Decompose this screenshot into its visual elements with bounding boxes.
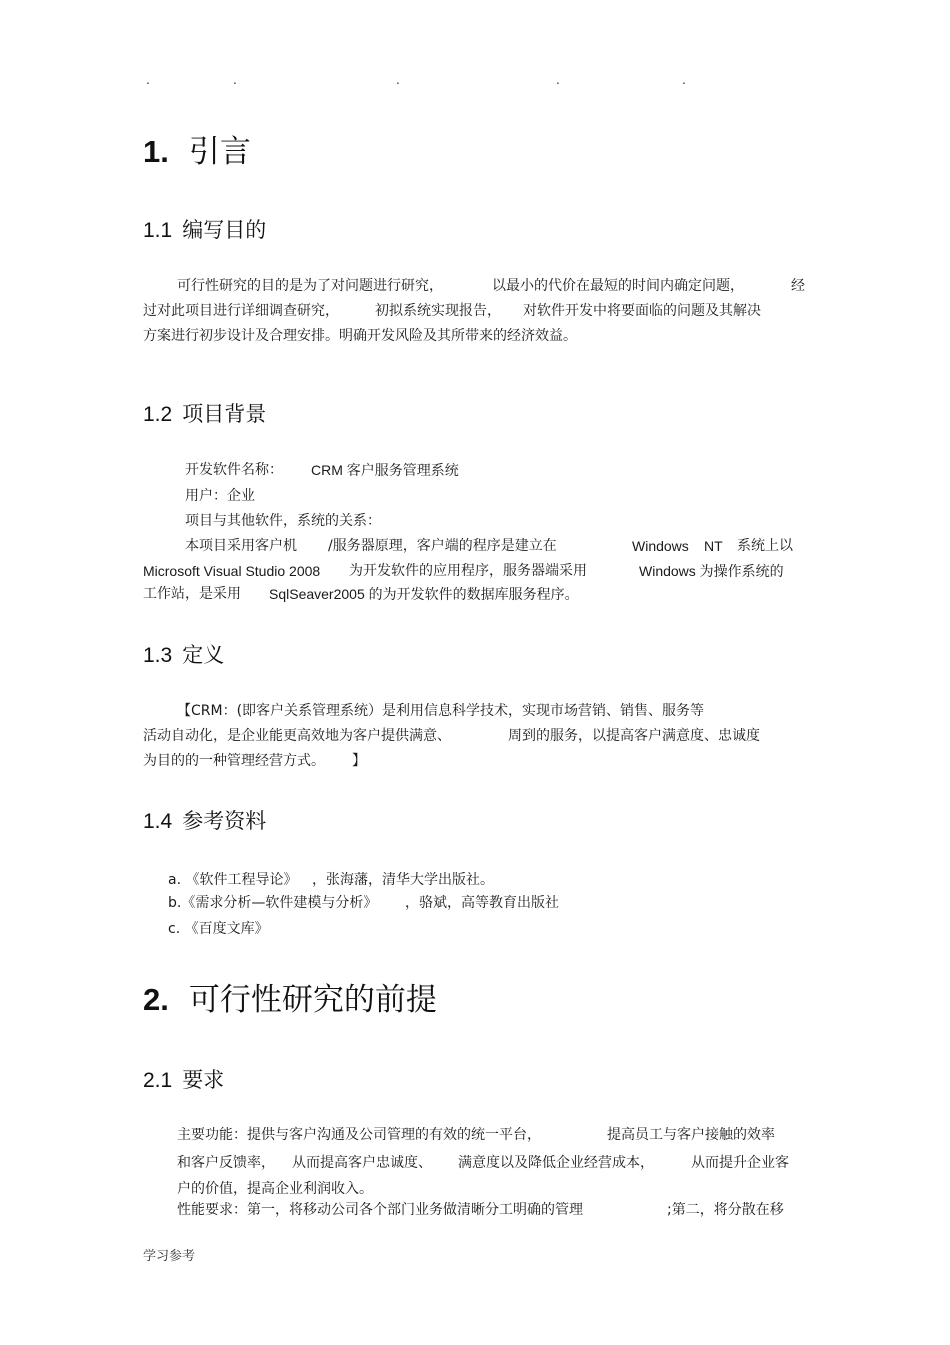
paragraph-line: 为开发软件的应用程序，服务器端采用 <box>349 563 587 579</box>
requirement-line: ;第二，将分散在移 <box>667 1202 784 1218</box>
header-dot: . <box>556 73 560 87</box>
software-name-label: 开发软件名称： <box>185 462 283 478</box>
heading-text: 要求 <box>182 1068 225 1092</box>
heading-text: 引言 <box>188 134 251 170</box>
definition-line: 】 <box>352 753 366 769</box>
requirement-line: 户的价值，提高企业利润收入。 <box>177 1181 373 1197</box>
heading-2-premise <box>143 982 437 1018</box>
heading-1-4 <box>143 808 266 835</box>
requirement-line: 从而提升企业客 <box>691 1155 789 1171</box>
heading-text: 编写目的 <box>182 218 267 242</box>
paragraph-line: 本项目采用客户机 <box>185 538 297 554</box>
paragraph-line: 系统上以 <box>737 538 793 554</box>
heading-1-1 <box>143 217 266 244</box>
reference-item-detail: ，张海藩，清华大学出版社。 <box>312 872 494 888</box>
user-line: 用户：企业 <box>185 488 255 504</box>
requirement-line: 提高员工与客户接触的效率 <box>607 1127 775 1143</box>
paragraph-line: NT <box>704 538 723 554</box>
relation-line: 项目与其他软件，系统的关系： <box>185 513 381 529</box>
paragraph-line: 以最小的代价在最短的时间内确定问题， <box>492 278 744 294</box>
requirement-line: 和客户反馈率， <box>177 1155 275 1171</box>
paragraph-line: 可行性研究的目的是为了对问题进行研究， <box>177 278 443 294</box>
heading-text: 项目背景 <box>182 402 267 426</box>
paragraph-line: Windows 为操作系统的 <box>639 563 784 579</box>
heading-number: 2. <box>143 982 169 1017</box>
requirement-line: 满意度以及降低企业经营成本， <box>458 1155 654 1171</box>
heading-number: 1.1 <box>143 219 173 242</box>
reference-item-title: b.《需求分析—软件建模与分析》 <box>168 895 378 911</box>
requirement-line: 主要功能：提供与客户沟通及公司管理的有效的统一平台， <box>177 1127 541 1143</box>
heading-text: 定义 <box>182 643 225 667</box>
heading-1-3 <box>143 642 224 669</box>
reference-item-detail: ，骆斌，高等教育出版社 <box>405 895 559 911</box>
paragraph-line: Windows <box>632 538 689 554</box>
paragraph-line: 对软件开发中将要面临的问题及其解决 <box>523 303 761 319</box>
heading-text: 参考资料 <box>182 809 267 833</box>
heading-1-intro <box>143 134 251 170</box>
paragraph-line: 过对此项目进行详细调查研究， <box>143 303 339 319</box>
heading-number: 2.1 <box>143 1069 173 1092</box>
requirement-line: 性能要求：第一，将移动公司各个部门业务做清晰分工明确的管理 <box>177 1202 583 1218</box>
heading-number: 1. <box>143 134 169 169</box>
paragraph-line: 方案进行初步设计及合理安排。明确开发风险及其所带来的经济效益。 <box>143 328 577 344</box>
requirement-line: 从而提高客户忠诚度、 <box>292 1155 432 1171</box>
heading-number: 1.4 <box>143 810 173 833</box>
definition-line: 【CRM：(即客户关系管理系统）是利用信息科学技术，实现市场营销、销售、服务等 <box>177 703 705 719</box>
definition-line: 为目的的一种管理经营方式。 <box>143 753 325 769</box>
page-footer: 学习参考 <box>143 1249 196 1264</box>
reference-item-title: c. 《百度文库》 <box>168 921 269 937</box>
definition-line: 周到的服务，以提高客户满意度、忠诚度 <box>508 728 760 744</box>
heading-number: 1.3 <box>143 644 173 667</box>
header-dot: . <box>396 73 400 87</box>
reference-item-title: a. 《软件工程导论》 <box>168 872 298 888</box>
heading-1-2 <box>143 401 266 428</box>
definition-line: 活动自动化，是企业能更高效地为客户提供满意、 <box>143 728 451 744</box>
header-dot: . <box>682 73 686 87</box>
paragraph-line: Microsoft Visual Studio 2008 <box>143 563 321 579</box>
header-dot: . <box>146 73 150 87</box>
paragraph-line: 经 <box>791 278 805 294</box>
heading-2-1 <box>143 1067 224 1094</box>
software-name-value: CRM 客户服务管理系统 <box>311 462 459 478</box>
header-dot: . <box>233 73 237 87</box>
paragraph-line: SqlSeaver2005 的为开发软件的数据库服务程序。 <box>269 586 579 602</box>
heading-number: 1.2 <box>143 403 173 426</box>
heading-text: 可行性研究的前提 <box>188 982 437 1018</box>
paragraph-line: 初拟系统实现报告， <box>375 303 501 319</box>
paragraph-line: /服务器原理，客户端的程序是建立在 <box>328 538 557 554</box>
paragraph-line: 工作站，是采用 <box>143 586 241 602</box>
